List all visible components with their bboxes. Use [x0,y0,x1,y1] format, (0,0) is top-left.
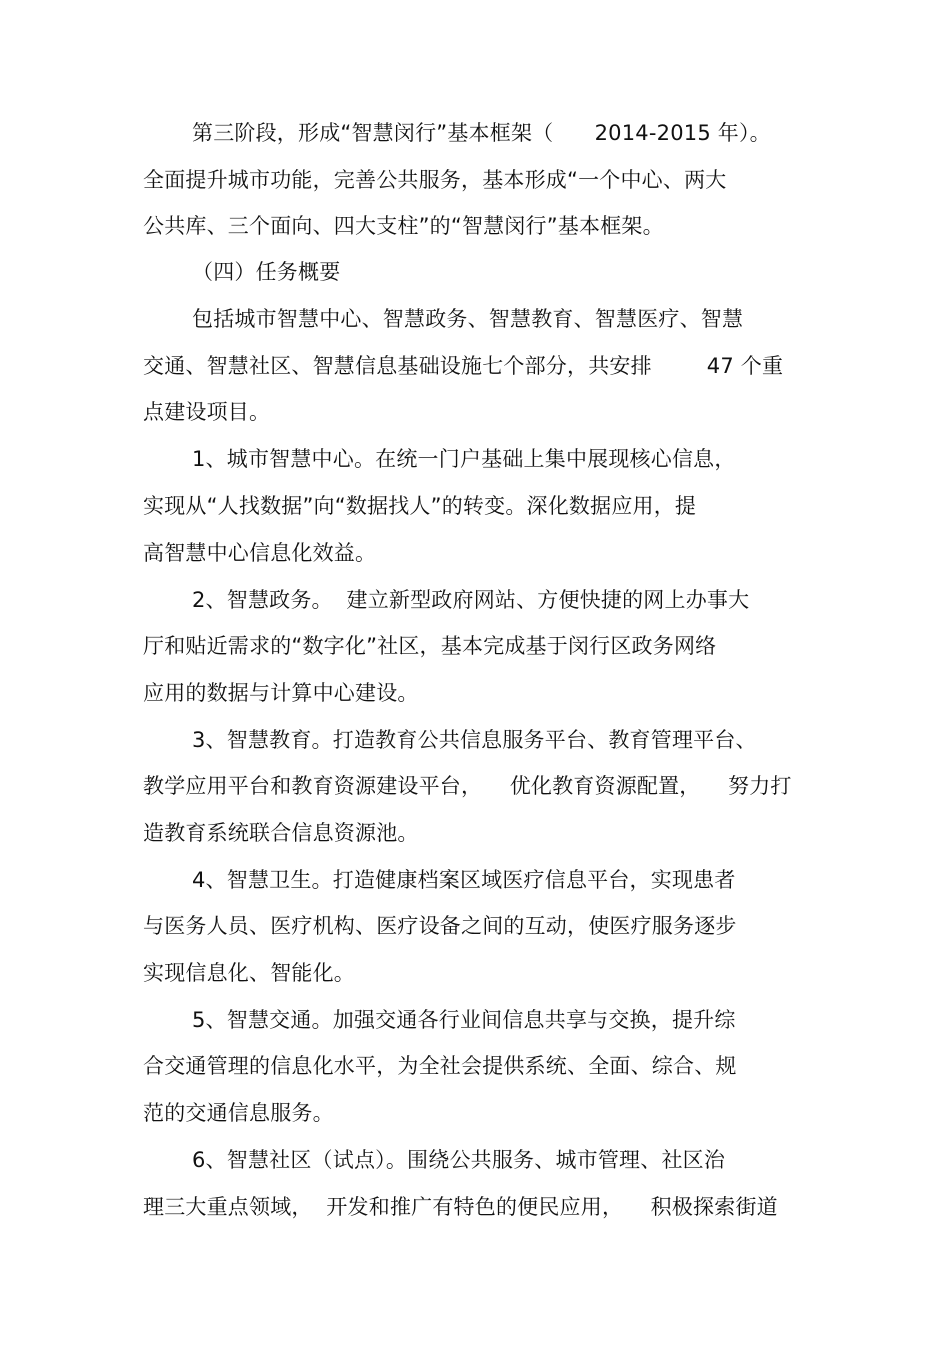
paragraph-line: 合交通管理的信息化水平，为全社会提供系统、全面、综合、规 [143,1054,737,1078]
paragraph-line: 应用的数据与计算中心建设。 [143,681,419,705]
paragraph-line: 实现从“人找数据”向“数据找人”的转变。深化数据应用，提 [143,494,697,518]
paragraph-line: 交通、智慧社区、智慧信息基础设施七个部分，共安排 47 个重 [143,354,784,378]
paragraph-line: 4、智慧卫生。打造健康档案区域医疗信息平台，实现患者 [192,868,736,892]
paragraph-line: 公共库、三个面向、四大支柱”的“智慧闵行”基本框架。 [143,214,664,238]
paragraph-line: 点建设项目。 [143,400,271,424]
paragraph-line: 1、城市智慧中心。在统一门户基础上集中展现核心信息， [192,447,736,471]
paragraph-line: 实现信息化、智能化。 [143,961,355,985]
paragraph-line: 2、智慧政务。 建立新型政府网站、方便快捷的网上办事大 [192,588,750,612]
paragraph-line: 高智慧中心信息化效益。 [143,541,377,565]
paragraph-line: 造教育系统联合信息资源池。 [143,821,419,845]
paragraph-line: 教学应用平台和教育资源建设平台， 优化教育资源配置， 努力打 [143,774,792,798]
paragraph-line: 与医务人员、医疗机构、医疗设备之间的互动，使医疗服务逐步 [143,914,737,938]
paragraph-line: 5、智慧交通。加强交通各行业间信息共享与交换，提升综 [192,1008,736,1032]
paragraph-line: 理三大重点领域， 开发和推广有特色的便民应用， 积极探索街道 [143,1195,778,1219]
paragraph-line: 包括城市智慧中心、智慧政务、智慧教育、智慧医疗、智慧 [192,307,744,331]
paragraph-line: 厅和贴近需求的“数字化”社区，基本完成基于闵行区政务网络 [143,634,717,658]
paragraph-line: 3、智慧教育。打造教育公共信息服务平台、教育管理平台、 [192,728,757,752]
paragraph-line: 全面提升城市功能，完善公共服务，基本形成“一个中心、两大 [143,168,727,192]
paragraph-line: 范的交通信息服务。 [143,1101,334,1125]
paragraph-line: 第三阶段，形成“智慧闵行”基本框架（ 2014-2015 年）。 [192,121,771,145]
section-heading: （四）任务概要 [192,260,341,284]
paragraph-line: 6、智慧社区（试点）。围绕公共服务、城市管理、社区治 [192,1148,726,1172]
